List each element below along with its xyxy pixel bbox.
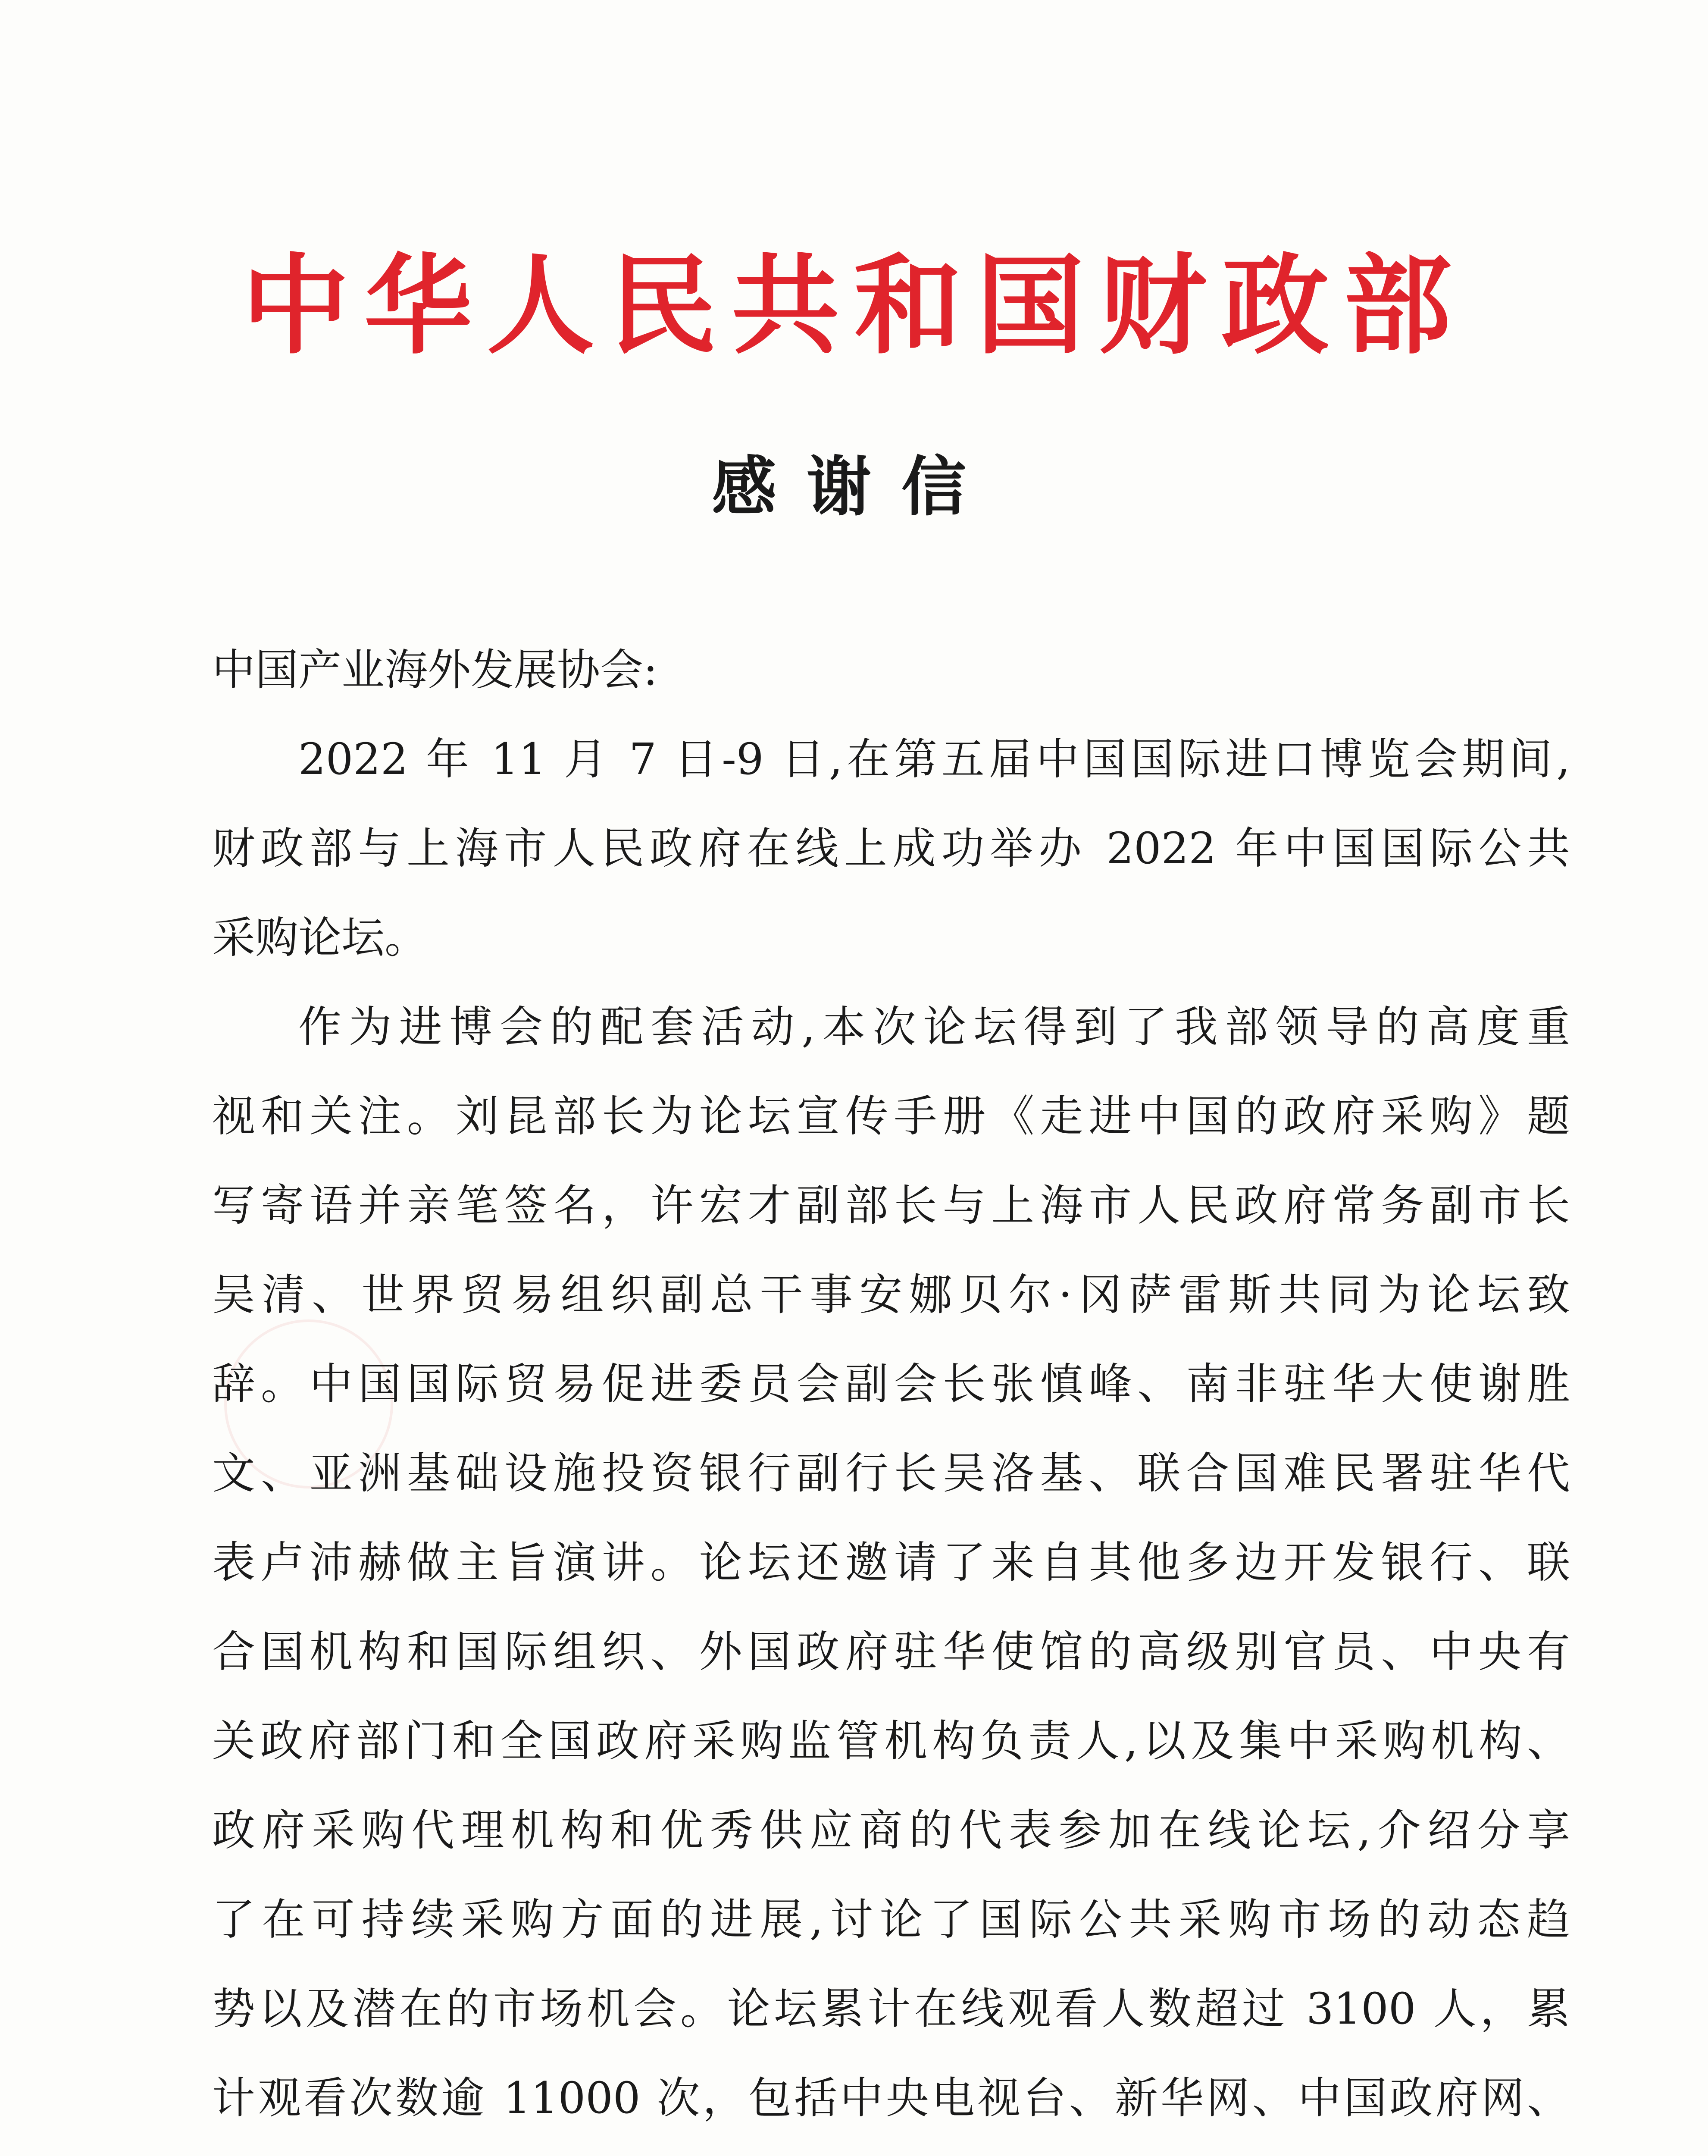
- paragraph-2-line-5: 辞。中国国际贸易促进委员会副会长张慎峰、南非驻华大使谢胜: [212, 1359, 1570, 1409]
- paragraph-2-line-9: 关政府部门和全国政府采购监管机构负责人,以及集中采购机构、: [212, 1716, 1570, 1766]
- paragraph-2-line-1: 作为进博会的配套活动,本次论坛得到了我部领导的高度重: [298, 1002, 1570, 1052]
- paragraph-2-line-3: 写寄语并亲笔签名，许宏才副部长与上海市人民政府常务副市长: [212, 1180, 1570, 1231]
- paragraph-2-line-6: 文、亚洲基础设施投资银行副行长吴洛基、联合国难民署驻华代: [212, 1448, 1570, 1498]
- paragraph-1-line-1: 2022 年 11 月 7 日-9 日,在第五届中国国际进口博览会期间,: [298, 734, 1570, 784]
- letterhead: 中华人民共和国财政部: [242, 243, 1466, 369]
- paragraph-2-line-7: 表卢沛赫做主旨演讲。论坛还邀请了来自其他多边开发银行、联: [212, 1537, 1570, 1588]
- paragraph-1-line-3: 采购论坛。: [212, 912, 428, 963]
- paragraph-2-line-11: 了在可持续采购方面的进展,讨论了国际公共采购市场的动态趋: [212, 1894, 1570, 1945]
- paragraph-2-line-14: [212, 2143, 1570, 2156]
- paragraph-2-line-10: 政府采购代理机构和优秀供应商的代表参加在线论坛,介绍分享: [212, 1805, 1570, 1855]
- salutation: 中国产业海外发展协会:: [212, 645, 658, 695]
- letter-body: [212, 625, 1570, 2156]
- paragraph-2-line-8: 合国机构和国际组织、外国政府驻华使馆的高级别官员、中央有: [212, 1626, 1570, 1677]
- paragraph-1-line-2: 财政部与上海市人民政府在线上成功举办 2022 年中国国际公共: [212, 823, 1570, 874]
- paragraph-2-line-13: 计观看次数逾 11000 次，包括中央电视台、新华网、中国政府网、: [212, 2073, 1570, 2123]
- paragraph-2-line-12: 势以及潜在的市场机会。论坛累计在线观看人数超过 3100 人，累: [212, 1984, 1570, 2034]
- document-title: 感谢信: [711, 450, 996, 525]
- paragraph-2-line-2: 视和关注。刘昆部长为论坛宣传手册《走进中国的政府采购》题: [212, 1091, 1570, 1141]
- paragraph-2-line-4: 吴清、世界贸易组织副总干事安娜贝尔·冈萨雷斯共同为论坛致: [212, 1269, 1570, 1320]
